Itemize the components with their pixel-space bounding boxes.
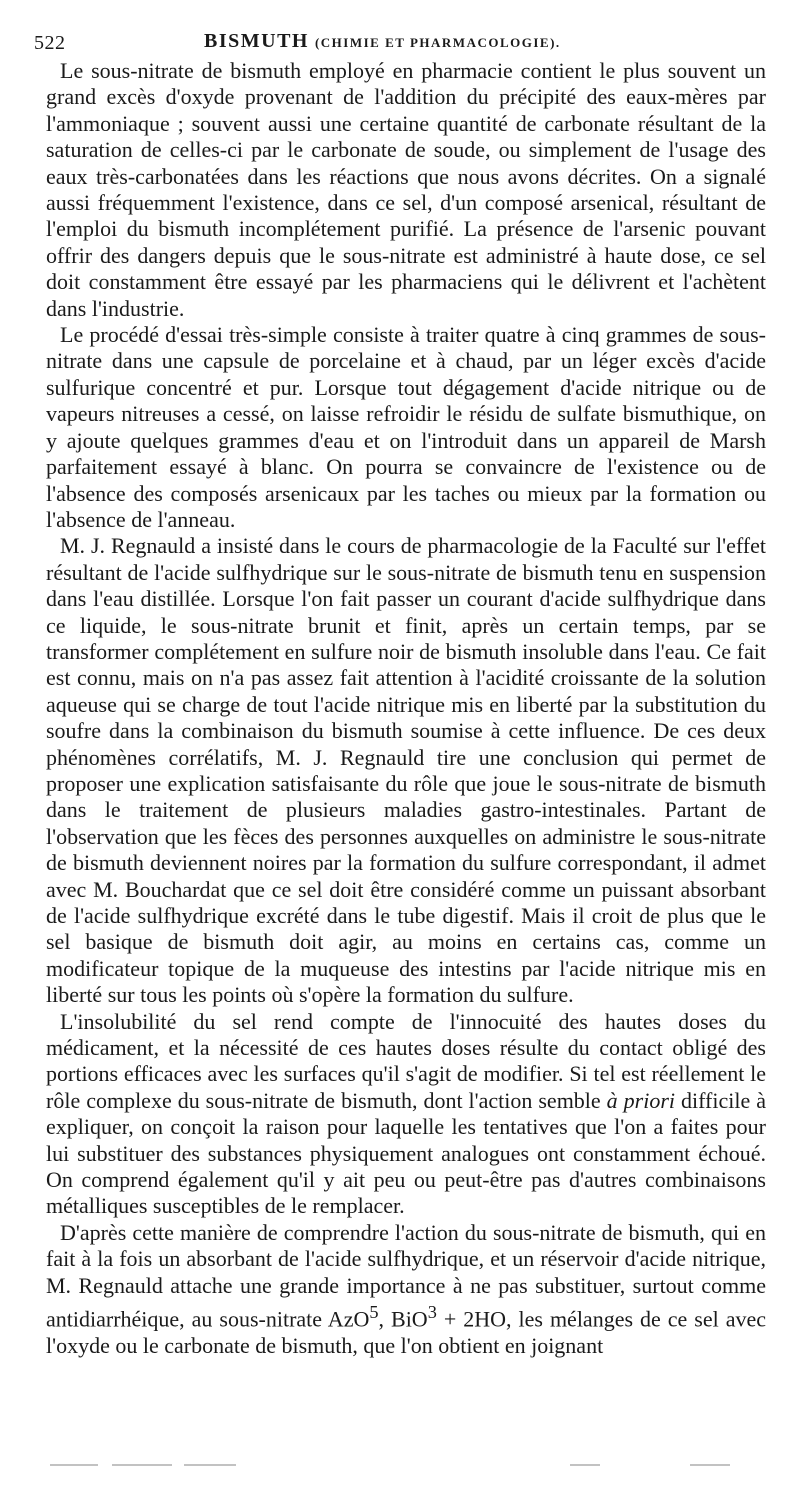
formula-superscript-1: 5 [369, 1302, 379, 1323]
running-title-main: BISMUTH [204, 30, 309, 52]
paragraph-insolubilite-text-before: L'insolubilité du sel rend compte de l'innocuité des hautes doses du médicament, et la nécessité de ces hautes doses résulte du contact obligé des portions efficaces avec les surfaces qu'il s'agit de modifier. Si tel est réellement le rôle complexe du sous-nitrate de bismuth, dont l'action semble [46, 1008, 766, 1113]
paragraph-insolubilite-text-after: difficile à expliquer, on conçoit la raison pour laquelle les tentatives que l'on a faites pour lui substituer des substances physiquement analogues ont constamment échoué. On comprend également qu'il y ait peu ou peut-être pas d'autres combinaisons métalliques susceptibles de le remplacer. [46, 1087, 766, 1219]
scan-mark [690, 1464, 730, 1466]
paragraph-regnauld-observation: M. J. Regnauld a insisté dans le cours de pharmacologie de la Faculté sur l'effet résultant de l'acide sulfhydrique sur le sous-nitrate de bismuth tenu en suspension dans l'eau distillée. Lorsque l'on fait passer un courant d'acide sulfhydrique dans ce liquide, le sous-nitrate brunit et finit, après un certain temps, par se transformer complétement en sulfure noir de bismuth insoluble dans l'eau. Ce fait est connu, mais on n'a pas assez fait attention à l'acidité croissante de la solution aqueuse qui se charge de tout l'acide nitrique mis en liberté par la substitution du soufre dans la combinaison du bismuth soumise à cette influence. De ces deux phénomènes corrélatifs, M. J. Regnauld tire une conclusion qui permet de proposer une explication satisfaisante du rôle que joue le sous-nitrate de bismuth dans le traitement de plusieurs maladies gastro-intestinales. Partant de l'observation que les fèces des personnes auxquelles on administre le sous-nitrate de bismuth deviennent noires par la formation du sulfure correspondant, il admet avec M. Bouchardat que ce sel doit être considéré comme un puissant absorbant de l'acide sulfhydrique excrété dans le tube digestif. Mais il croit de plus que le sel basique de bismuth doit agir, au moins en certains cas, comme un modificateur topique de la muqueuse des intestins par l'acide nitrique mis en liberté sur tous les points où s'opère la formation du sulfure. [46, 533, 766, 1008]
body-text [46, 58, 766, 1359]
page-number: 522 [34, 32, 66, 54]
paragraph-apres-text-after: + 2HO, les mélanges de ce sel avec l'oxyde ou le carbonate de bismuth, que l'on obtient en joignant [46, 1306, 766, 1358]
paragraph-apres-text-mid: , BiO [378, 1306, 428, 1332]
scan-mark [184, 1464, 236, 1466]
running-header [26, 22, 774, 52]
running-title [204, 30, 561, 53]
paragraph-apres-text-before: D'après cette manière de comprendre l'action du sous-nitrate de bismuth, qui en fait à la fois un absorbant de l'acide sulfhydrique, et un réservoir d'acide nitrique, M. Regnauld attache une grande importance à ne pas substituer, surtout comme antidiarrhéique, au sous-nitrate AzO [46, 1219, 766, 1332]
scan-mark [112, 1464, 172, 1466]
paragraph-apres-cette-maniere [46, 1220, 766, 1359]
paragraph-essai-procedure: Le procédé d'essai très-simple consiste à traiter quatre à cinq grammes de sous-nitrate dans une capsule de porcelaine et à chaud, par un léger excès d'acide sulfurique concentré et pur. Lorsque tout dégagement d'acide nitrique ou de vapeurs nitreuses a cessé, on laisse refroidir le résidu de sulfate bismuthique, on y ajoute quelques grammes d'eau et on l'introduit dans un appareil de Marsh parfaitement essayé à blanc. On pourra se convaincre de l'existence ou de l'absence des composés arsenicaux par les taches ou mieux par la formation ou l'absence de l'anneau. [46, 322, 766, 532]
paragraph-sous-nitrate-impurities: Le sous-nitrate de bismuth employé en pharmacie contient le plus souvent un grand excès d'oxyde provenant de l'addition du précipité des eaux-mères par l'ammoniaque ; souvent aussi une certaine quantité de carbonate résultant de la saturation de celles-ci par le carbonate de soude, ou simplement de l'usage des eaux très-carbonatées dans les réactions que nous avons décrites. On a signalé aussi fréquemment l'existence, dans ce sel, d'un composé arsenical, résultant de l'emploi du bismuth incomplétement purifié. La présence de l'arsenic pouvant offrir des dangers depuis que le sous-nitrate est administré à haute dose, ce sel doit constamment être essayé par les pharmaciens qui le délivrent et l'achètent dans l'industrie. [46, 58, 766, 321]
paragraph-insolubilite [46, 1009, 766, 1220]
running-title-subtitle: (CHIMIE ET PHARMACOLOGIE). [314, 35, 561, 50]
scan-mark [570, 1464, 600, 1466]
footer-scan-marks [50, 1458, 750, 1472]
scan-mark [50, 1464, 98, 1466]
paragraph-insolubilite-italic: à priori [606, 1087, 676, 1113]
formula-superscript-2: 3 [427, 1302, 437, 1323]
